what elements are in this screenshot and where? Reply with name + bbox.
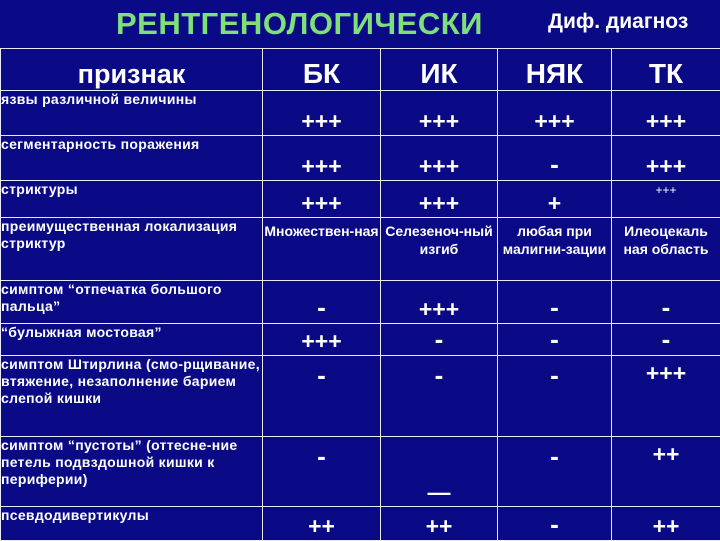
table-row bbox=[1, 181, 720, 218]
cell-value: - bbox=[498, 507, 612, 541]
cell-value: +++ bbox=[263, 91, 381, 136]
slide-subtitle: Диф. диагноз bbox=[548, 10, 688, 34]
cell-value: +++ bbox=[381, 136, 498, 181]
cell-value: - bbox=[612, 281, 720, 324]
row-label: симптом “пустоты” (оттесне-ние петель подвздошной кишки к периферии) bbox=[1, 437, 263, 507]
cell-value: ++ bbox=[263, 507, 381, 541]
cell-value: - bbox=[263, 281, 381, 324]
cell-value: +++ bbox=[263, 181, 381, 218]
row-label: псевдодивертикулы bbox=[1, 507, 263, 541]
table-row bbox=[1, 136, 720, 181]
cell-value: Селезеноч-ный изгиб bbox=[381, 218, 498, 281]
cell-value: +++ bbox=[263, 136, 381, 181]
cell-value: ++ bbox=[612, 507, 720, 541]
cell-value: +++ bbox=[381, 181, 498, 218]
row-label: язвы различной величины bbox=[1, 91, 263, 136]
cell-value: + bbox=[498, 181, 612, 218]
cell-value: - bbox=[263, 356, 381, 437]
cell-value: +++ bbox=[498, 91, 612, 136]
cell-value: Илеоцекаль ная область bbox=[612, 218, 720, 281]
diagnosis-table bbox=[0, 48, 720, 541]
column-header-ik: ИК bbox=[381, 49, 498, 91]
table-row bbox=[1, 91, 720, 136]
cell-value: Множествен-ная bbox=[263, 218, 381, 281]
slide-title: РЕНТГЕНОЛОГИЧЕСКИ bbox=[116, 6, 483, 42]
cell-value: — bbox=[381, 437, 498, 507]
column-header-tk: ТК bbox=[612, 49, 720, 91]
cell-value: +++ bbox=[612, 136, 720, 181]
row-label: симптом Штирлина (смо-рщивание, втяжение, незаполнение барием слепой кишки bbox=[1, 356, 263, 437]
table-header-row bbox=[1, 49, 720, 91]
cell-value: +++ bbox=[263, 324, 381, 356]
cell-value: любая при малигни-зации bbox=[498, 218, 612, 281]
cell-value: - bbox=[498, 324, 612, 356]
cell-value: - bbox=[498, 281, 612, 324]
cell-value: - bbox=[263, 437, 381, 507]
table-row bbox=[1, 281, 720, 324]
table-row bbox=[1, 356, 720, 437]
row-label: стриктуры bbox=[1, 181, 263, 218]
cell-value: ++ bbox=[381, 507, 498, 541]
row-label: “булыжная мостовая” bbox=[1, 324, 263, 356]
column-header-bk: БК bbox=[263, 49, 381, 91]
table-row bbox=[1, 507, 720, 541]
row-label: симптом “отпечатка большого пальца” bbox=[1, 281, 263, 324]
table-row bbox=[1, 324, 720, 356]
cell-value: +++ bbox=[381, 91, 498, 136]
cell-value: +++ bbox=[612, 181, 720, 218]
cell-value: - bbox=[498, 437, 612, 507]
row-label: сегментарность поражения bbox=[1, 136, 263, 181]
cell-value: ++ bbox=[612, 437, 720, 507]
cell-value: +++ bbox=[381, 281, 498, 324]
label-column-header: признак bbox=[1, 49, 263, 91]
cell-value: - bbox=[498, 356, 612, 437]
cell-value: +++ bbox=[612, 91, 720, 136]
cell-value: - bbox=[381, 324, 498, 356]
row-label: преимущественная локализация стриктур bbox=[1, 218, 263, 281]
cell-value: - bbox=[381, 356, 498, 437]
cell-value: - bbox=[612, 324, 720, 356]
table-row bbox=[1, 218, 720, 281]
table-row bbox=[1, 437, 720, 507]
cell-value: - bbox=[498, 136, 612, 181]
cell-value: +++ bbox=[612, 356, 720, 437]
column-header-nyak: НЯК bbox=[498, 49, 612, 91]
